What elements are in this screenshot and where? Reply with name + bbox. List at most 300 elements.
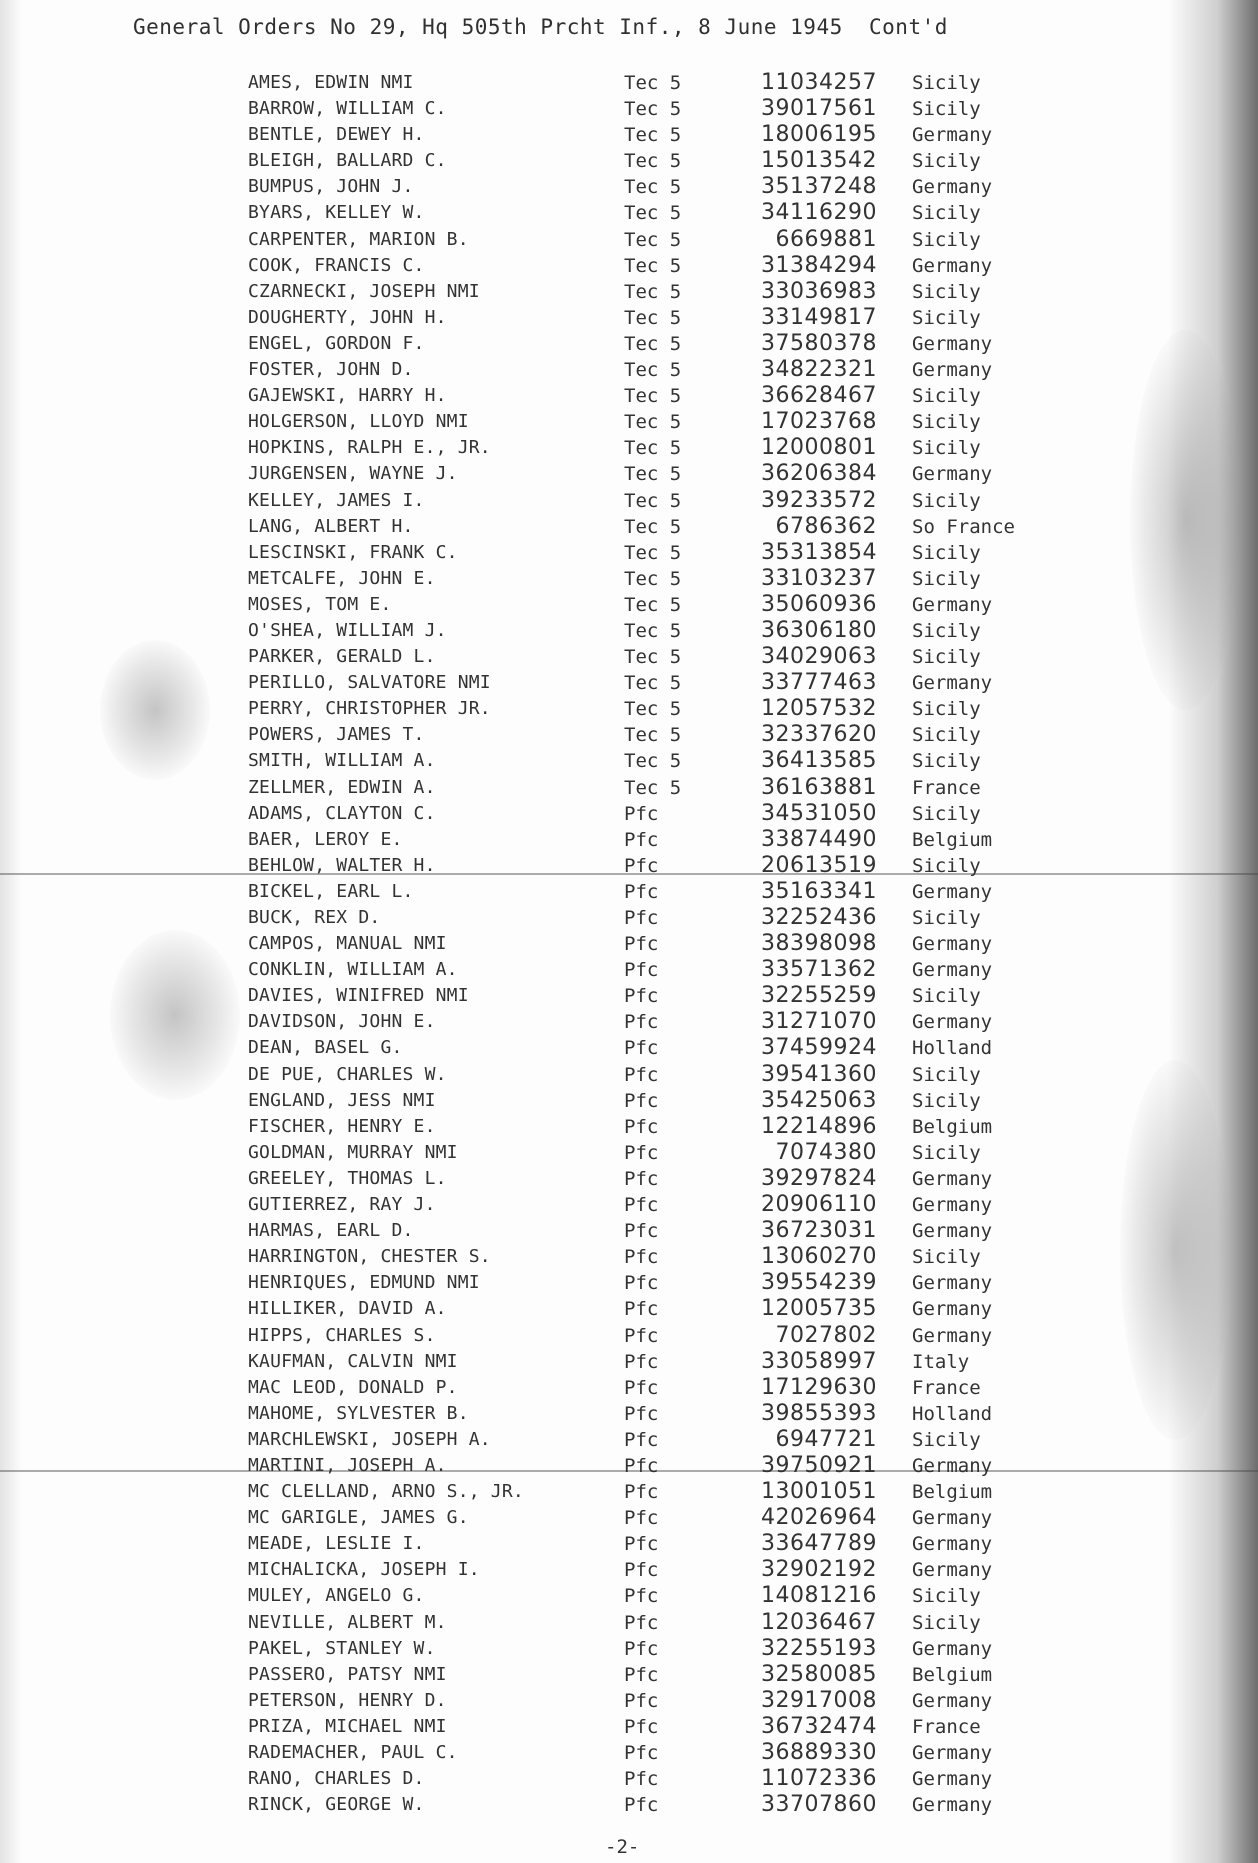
soldier-name: MARTINI, JOSEPH A. bbox=[248, 1454, 447, 1476]
serial-number: 18006195 bbox=[761, 122, 877, 148]
campaign-place: Sicily bbox=[912, 802, 981, 825]
campaign-place: Belgium bbox=[912, 828, 993, 851]
campaign-place: Sicily bbox=[912, 202, 981, 225]
soldier-rank: Pfc bbox=[624, 1141, 659, 1164]
soldier-rank: Tec 5 bbox=[624, 463, 682, 486]
soldier-rank: Pfc bbox=[624, 933, 659, 956]
campaign-place: Sicily bbox=[912, 1428, 981, 1451]
roster-row bbox=[0, 435, 1258, 461]
soldier-rank: Tec 5 bbox=[624, 619, 682, 642]
soldier-rank: Tec 5 bbox=[624, 567, 682, 590]
roster-row bbox=[0, 957, 1258, 983]
serial-number: 39541360 bbox=[761, 1061, 877, 1087]
serial-number: 32580085 bbox=[761, 1661, 877, 1687]
soldier-name: PERRY, CHRISTOPHER JR. bbox=[248, 698, 491, 720]
roster-row bbox=[0, 70, 1258, 96]
campaign-place: Belgium bbox=[912, 1481, 993, 1504]
serial-number: 37459924 bbox=[761, 1035, 877, 1061]
roster-row bbox=[0, 1296, 1258, 1322]
campaign-place: Sicily bbox=[912, 411, 981, 434]
serial-number: 32902192 bbox=[761, 1557, 877, 1583]
roster-row bbox=[0, 1349, 1258, 1375]
soldier-rank: Pfc bbox=[624, 1246, 659, 1269]
campaign-place: Germany bbox=[912, 1689, 993, 1712]
serial-number: 12036467 bbox=[761, 1609, 877, 1635]
soldier-rank: Tec 5 bbox=[624, 72, 682, 94]
campaign-place: Germany bbox=[912, 959, 993, 982]
soldier-rank: Tec 5 bbox=[624, 306, 682, 329]
roster-row bbox=[0, 696, 1258, 722]
soldier-rank: Pfc bbox=[624, 1637, 659, 1660]
serial-number: 33058997 bbox=[761, 1348, 877, 1374]
serial-number: 12000801 bbox=[761, 435, 877, 461]
soldier-rank: Pfc bbox=[624, 1350, 659, 1373]
campaign-place: Germany bbox=[912, 1272, 993, 1295]
soldier-rank: Pfc bbox=[624, 1742, 659, 1764]
soldier-name: FOSTER, JOHN D. bbox=[248, 359, 414, 381]
campaign-place: Sicily bbox=[912, 1585, 981, 1608]
roster-row bbox=[0, 1166, 1258, 1192]
roster-row bbox=[0, 1009, 1258, 1035]
campaign-place: Germany bbox=[912, 1742, 993, 1764]
soldier-rank: Pfc bbox=[624, 1402, 659, 1425]
roster-row bbox=[0, 1427, 1258, 1453]
soldier-name: SMITH, WILLIAM A. bbox=[248, 750, 436, 772]
serial-number: 7074380 bbox=[775, 1139, 877, 1165]
serial-number: 33036983 bbox=[761, 278, 877, 304]
roster-row bbox=[0, 96, 1258, 122]
campaign-place: Germany bbox=[912, 1324, 993, 1347]
soldier-name: BAER, LEROY E. bbox=[248, 828, 403, 850]
soldier-rank: Tec 5 bbox=[624, 176, 682, 199]
serial-number: 36889330 bbox=[761, 1740, 877, 1765]
roster-row bbox=[0, 1062, 1258, 1088]
roster-list bbox=[0, 70, 1258, 1818]
soldier-rank: Tec 5 bbox=[624, 280, 682, 303]
serial-number: 42026964 bbox=[761, 1505, 877, 1531]
soldier-name: CONKLIN, WILLIAM A. bbox=[248, 959, 458, 981]
soldier-name: PERILLO, SALVATORE NMI bbox=[248, 672, 491, 694]
campaign-place: So France bbox=[912, 515, 1015, 538]
serial-number: 13001051 bbox=[761, 1479, 877, 1505]
soldier-rank: Pfc bbox=[624, 1794, 659, 1817]
soldier-rank: Tec 5 bbox=[624, 332, 682, 355]
campaign-place: Germany bbox=[912, 672, 993, 695]
soldier-name: FISCHER, HENRY E. bbox=[248, 1115, 436, 1137]
soldier-name: BICKEL, EARL L. bbox=[248, 880, 414, 902]
serial-number: 36413585 bbox=[761, 748, 877, 774]
soldier-rank: Pfc bbox=[624, 907, 659, 929]
soldier-rank: Pfc bbox=[624, 959, 659, 982]
soldier-name: MC CLELLAND, ARNO S., JR. bbox=[248, 1481, 524, 1503]
campaign-place: Sicily bbox=[912, 228, 981, 251]
campaign-place: Sicily bbox=[912, 854, 981, 877]
soldier-name: PAKEL, STANLEY W. bbox=[248, 1637, 436, 1659]
soldier-rank: Pfc bbox=[624, 1481, 659, 1504]
campaign-place: Germany bbox=[912, 359, 993, 382]
soldier-name: KAUFMAN, CALVIN NMI bbox=[248, 1350, 458, 1372]
soldier-name: BLEIGH, BALLARD C. bbox=[248, 150, 447, 172]
soldier-rank: Pfc bbox=[624, 1454, 659, 1477]
roster-row bbox=[0, 1531, 1258, 1557]
serial-number: 32917008 bbox=[761, 1687, 877, 1713]
page-number: -2- bbox=[605, 1836, 640, 1858]
campaign-place: Germany bbox=[912, 1011, 993, 1034]
soldier-rank: Pfc bbox=[624, 1559, 659, 1582]
roster-row bbox=[0, 1114, 1258, 1140]
campaign-place: Germany bbox=[912, 1220, 993, 1243]
soldier-name: BUMPUS, JOHN J. bbox=[248, 176, 414, 198]
soldier-name: MC GARIGLE, JAMES G. bbox=[248, 1507, 469, 1529]
soldier-rank: Pfc bbox=[624, 1611, 659, 1634]
soldier-name: O'SHEA, WILLIAM J. bbox=[248, 619, 447, 641]
soldier-rank: Pfc bbox=[624, 1376, 659, 1399]
campaign-place: Sicily bbox=[912, 1611, 981, 1634]
soldier-name: HARMAS, EARL D. bbox=[248, 1220, 414, 1242]
serial-number: 32255259 bbox=[761, 983, 877, 1009]
campaign-place: Sicily bbox=[912, 567, 981, 590]
soldier-rank: Pfc bbox=[624, 1298, 659, 1321]
soldier-name: RANO, CHARLES D. bbox=[248, 1768, 425, 1790]
roster-row bbox=[0, 775, 1258, 801]
campaign-place: Sicily bbox=[912, 1246, 981, 1269]
campaign-place: Germany bbox=[912, 1768, 993, 1791]
soldier-rank: Pfc bbox=[624, 1324, 659, 1347]
roster-row bbox=[0, 227, 1258, 253]
campaign-place: Germany bbox=[912, 176, 993, 199]
campaign-place: Germany bbox=[912, 1298, 993, 1321]
roster-row bbox=[0, 1453, 1258, 1479]
roster-row bbox=[0, 1740, 1258, 1766]
soldier-name: HILLIKER, DAVID A. bbox=[248, 1298, 447, 1320]
roster-row bbox=[0, 1401, 1258, 1427]
soldier-rank: Pfc bbox=[624, 985, 659, 1008]
roster-row bbox=[0, 905, 1258, 931]
serial-number: 6669881 bbox=[775, 226, 877, 252]
roster-row bbox=[0, 1323, 1258, 1349]
serial-number: 6786362 bbox=[775, 513, 877, 539]
soldier-rank: Pfc bbox=[624, 1272, 659, 1295]
soldier-rank: Pfc bbox=[624, 1663, 659, 1686]
soldier-name: ENGLAND, JESS NMI bbox=[248, 1089, 436, 1111]
serial-number: 36163881 bbox=[761, 774, 877, 800]
serial-number: 36732474 bbox=[761, 1713, 877, 1739]
soldier-rank: Pfc bbox=[624, 1194, 659, 1217]
serial-number: 14081216 bbox=[761, 1583, 877, 1609]
soldier-name: DEAN, BASEL G. bbox=[248, 1037, 403, 1059]
serial-number: 39855393 bbox=[761, 1400, 877, 1426]
roster-row bbox=[0, 1244, 1258, 1270]
roster-row bbox=[0, 670, 1258, 696]
soldier-rank: Pfc bbox=[624, 1533, 659, 1556]
campaign-place: Germany bbox=[912, 1637, 993, 1660]
serial-number: 12214896 bbox=[761, 1113, 877, 1139]
soldier-rank: Tec 5 bbox=[624, 437, 682, 460]
soldier-name: HENRIQUES, EDMUND NMI bbox=[248, 1272, 480, 1294]
serial-number: 32252436 bbox=[761, 905, 877, 930]
soldier-name: PRIZA, MICHAEL NMI bbox=[248, 1715, 447, 1737]
soldier-rank: Pfc bbox=[624, 1507, 659, 1530]
roster-row bbox=[0, 461, 1258, 487]
soldier-rank: Tec 5 bbox=[624, 254, 682, 277]
soldier-name: HARRINGTON, CHESTER S. bbox=[248, 1246, 491, 1268]
serial-number: 36723031 bbox=[761, 1218, 877, 1244]
soldier-name: HOLGERSON, LLOYD NMI bbox=[248, 411, 469, 433]
serial-number: 7027802 bbox=[775, 1322, 877, 1348]
serial-number: 31384294 bbox=[761, 252, 877, 278]
campaign-place: Germany bbox=[912, 254, 993, 277]
serial-number: 12057532 bbox=[761, 696, 877, 722]
soldier-name: LANG, ALBERT H. bbox=[248, 515, 414, 537]
serial-number: 32255193 bbox=[761, 1635, 877, 1661]
roster-row bbox=[0, 174, 1258, 200]
serial-number: 35163341 bbox=[761, 878, 877, 904]
soldier-name: RADEMACHER, PAUL C. bbox=[248, 1742, 458, 1763]
campaign-place: Sicily bbox=[912, 306, 981, 329]
serial-number: 20906110 bbox=[761, 1192, 877, 1218]
soldier-rank: Pfc bbox=[624, 854, 659, 877]
serial-number: 35137248 bbox=[761, 174, 877, 200]
soldier-name: RINCK, GEORGE W. bbox=[248, 1794, 425, 1816]
soldier-rank: Tec 5 bbox=[624, 359, 682, 382]
soldier-name: CZARNECKI, JOSEPH NMI bbox=[248, 280, 480, 302]
campaign-place: Sicily bbox=[912, 150, 981, 173]
soldier-name: BEHLOW, WALTER H. bbox=[248, 854, 436, 876]
campaign-place: Germany bbox=[912, 1533, 993, 1556]
serial-number: 33149817 bbox=[761, 304, 877, 330]
campaign-place: France bbox=[912, 1376, 981, 1399]
soldier-rank: Pfc bbox=[624, 1011, 659, 1034]
serial-number: 12005735 bbox=[761, 1296, 877, 1322]
serial-number: 38398098 bbox=[761, 931, 877, 957]
campaign-place: Sicily bbox=[912, 385, 981, 408]
roster-row bbox=[0, 853, 1258, 879]
campaign-place: Germany bbox=[912, 1167, 993, 1190]
campaign-place: Sicily bbox=[912, 750, 981, 773]
serial-number: 11072336 bbox=[761, 1766, 877, 1792]
soldier-name: KELLEY, JAMES I. bbox=[248, 489, 425, 511]
campaign-place: Sicily bbox=[912, 280, 981, 303]
campaign-place: Sicily bbox=[912, 541, 981, 564]
serial-number: 36206384 bbox=[761, 461, 877, 487]
soldier-rank: Tec 5 bbox=[624, 124, 682, 147]
serial-number: 39554239 bbox=[761, 1270, 877, 1296]
roster-row bbox=[0, 983, 1258, 1009]
serial-number: 37580378 bbox=[761, 330, 877, 356]
serial-number: 20613519 bbox=[761, 852, 877, 878]
soldier-name: DE PUE, CHARLES W. bbox=[248, 1063, 447, 1085]
serial-number: 33103237 bbox=[761, 565, 877, 591]
soldier-name: MULEY, ANGELO G. bbox=[248, 1585, 425, 1607]
serial-number: 39017561 bbox=[761, 96, 877, 122]
campaign-place: Germany bbox=[912, 463, 993, 486]
soldier-rank: Pfc bbox=[624, 1063, 659, 1086]
campaign-place: Sicily bbox=[912, 907, 981, 929]
soldier-name: POWERS, JAMES T. bbox=[248, 724, 425, 746]
roster-row bbox=[0, 331, 1258, 357]
roster-row bbox=[0, 148, 1258, 174]
roster-row bbox=[0, 1479, 1258, 1505]
roster-row bbox=[0, 748, 1258, 774]
soldier-name: ADAMS, CLAYTON C. bbox=[248, 802, 436, 824]
roster-row bbox=[0, 253, 1258, 279]
soldier-rank: Tec 5 bbox=[624, 411, 682, 434]
soldier-rank: Tec 5 bbox=[624, 776, 682, 799]
roster-row bbox=[0, 122, 1258, 148]
roster-row bbox=[0, 357, 1258, 383]
serial-number: 17129630 bbox=[761, 1374, 877, 1400]
serial-number: 34531050 bbox=[761, 800, 877, 826]
roster-row bbox=[0, 1792, 1258, 1818]
roster-row bbox=[0, 1610, 1258, 1636]
soldier-name: AMES, EDWIN NMI bbox=[248, 72, 414, 93]
soldier-rank: Pfc bbox=[624, 1089, 659, 1112]
serial-number: 39297824 bbox=[761, 1165, 877, 1191]
soldier-rank: Pfc bbox=[624, 1220, 659, 1243]
campaign-place: Sicily bbox=[912, 437, 981, 460]
roster-row bbox=[0, 1375, 1258, 1401]
roster-row bbox=[0, 1270, 1258, 1296]
roster-row bbox=[0, 305, 1258, 331]
roster-row bbox=[0, 566, 1258, 592]
soldier-rank: Tec 5 bbox=[624, 698, 682, 721]
soldier-name: MICHALICKA, JOSEPH I. bbox=[248, 1559, 480, 1581]
serial-number: 39233572 bbox=[761, 487, 877, 513]
soldier-rank: Tec 5 bbox=[624, 541, 682, 564]
campaign-place: Germany bbox=[912, 1507, 993, 1530]
campaign-place: Sicily bbox=[912, 489, 981, 512]
campaign-place: Italy bbox=[912, 1350, 970, 1373]
campaign-place: Holland bbox=[912, 1037, 993, 1060]
soldier-name: COOK, FRANCIS C. bbox=[248, 254, 425, 276]
campaign-place: Sicily bbox=[912, 1141, 981, 1164]
soldier-rank: Tec 5 bbox=[624, 150, 682, 173]
campaign-place: Sicily bbox=[912, 724, 981, 747]
soldier-name: HIPPS, CHARLES S. bbox=[248, 1324, 436, 1346]
serial-number: 6947721 bbox=[775, 1426, 877, 1452]
soldier-rank: Tec 5 bbox=[624, 489, 682, 512]
serial-number: 33874490 bbox=[761, 826, 877, 852]
soldier-name: PASSERO, PATSY NMI bbox=[248, 1663, 447, 1685]
campaign-place: Sicily bbox=[912, 72, 981, 94]
campaign-place: Holland bbox=[912, 1402, 993, 1425]
campaign-place: Germany bbox=[912, 593, 993, 616]
soldier-rank: Pfc bbox=[624, 1768, 659, 1791]
soldier-rank: Tec 5 bbox=[624, 228, 682, 251]
soldier-rank: Tec 5 bbox=[624, 202, 682, 225]
soldier-rank: Pfc bbox=[624, 1715, 659, 1738]
soldier-rank: Pfc bbox=[624, 1115, 659, 1138]
soldier-name: METCALFE, JOHN E. bbox=[248, 567, 436, 589]
roster-row bbox=[0, 722, 1258, 748]
serial-number: 33707860 bbox=[761, 1792, 877, 1818]
soldier-name: GAJEWSKI, HARRY H. bbox=[248, 385, 447, 407]
soldier-name: LESCINSKI, FRANK C. bbox=[248, 541, 458, 563]
campaign-place: Sicily bbox=[912, 98, 981, 121]
soldier-name: NEVILLE, ALBERT M. bbox=[248, 1611, 447, 1633]
roster-row bbox=[0, 1035, 1258, 1061]
soldier-rank: Pfc bbox=[624, 1689, 659, 1712]
soldier-name: PETERSON, HENRY D. bbox=[248, 1689, 447, 1711]
campaign-place: Germany bbox=[912, 124, 993, 147]
campaign-place: Sicily bbox=[912, 646, 981, 669]
serial-number: 33777463 bbox=[761, 670, 877, 696]
soldier-name: HOPKINS, RALPH E., JR. bbox=[248, 437, 491, 459]
soldier-name: MAC LEOD, DONALD P. bbox=[248, 1376, 458, 1398]
roster-row bbox=[0, 644, 1258, 670]
serial-number: 35060936 bbox=[761, 591, 877, 617]
campaign-place: France bbox=[912, 1715, 981, 1738]
campaign-place: Germany bbox=[912, 933, 993, 956]
roster-row bbox=[0, 383, 1258, 409]
soldier-rank: Pfc bbox=[624, 1585, 659, 1608]
soldier-rank: Pfc bbox=[624, 1428, 659, 1451]
soldier-rank: Tec 5 bbox=[624, 646, 682, 669]
soldier-rank: Tec 5 bbox=[624, 515, 682, 538]
campaign-place: Germany bbox=[912, 1194, 993, 1217]
roster-row bbox=[0, 592, 1258, 618]
serial-number: 36628467 bbox=[761, 383, 877, 409]
roster-row bbox=[0, 1218, 1258, 1244]
soldier-name: BYARS, KELLEY W. bbox=[248, 202, 425, 224]
soldier-name: GOLDMAN, MURRAY NMI bbox=[248, 1141, 458, 1163]
soldier-name: DOUGHERTY, JOHN H. bbox=[248, 306, 447, 328]
roster-row bbox=[0, 1688, 1258, 1714]
campaign-place: Germany bbox=[912, 1794, 993, 1817]
roster-row bbox=[0, 1140, 1258, 1166]
campaign-place: Germany bbox=[912, 332, 993, 355]
soldier-rank: Tec 5 bbox=[624, 385, 682, 408]
soldier-rank: Pfc bbox=[624, 1167, 659, 1190]
roster-row bbox=[0, 1636, 1258, 1662]
soldier-name: MARCHLEWSKI, JOSEPH A. bbox=[248, 1428, 491, 1450]
soldier-name: JURGENSEN, WAYNE J. bbox=[248, 463, 458, 485]
serial-number: 35425063 bbox=[761, 1087, 877, 1113]
soldier-name: MEADE, LESLIE I. bbox=[248, 1533, 425, 1555]
soldier-name: DAVIES, WINIFRED NMI bbox=[248, 985, 469, 1007]
soldier-name: BUCK, REX D. bbox=[248, 907, 381, 928]
campaign-place: Sicily bbox=[912, 1089, 981, 1112]
campaign-place: Sicily bbox=[912, 1063, 981, 1086]
serial-number: 34116290 bbox=[761, 200, 877, 226]
campaign-place: Germany bbox=[912, 880, 993, 903]
soldier-name: BARROW, WILLIAM C. bbox=[248, 98, 447, 120]
soldier-rank: Pfc bbox=[624, 880, 659, 903]
serial-number: 34029063 bbox=[761, 644, 877, 670]
soldier-name: MOSES, TOM E. bbox=[248, 593, 392, 615]
roster-row bbox=[0, 1662, 1258, 1688]
serial-number: 32337620 bbox=[761, 722, 877, 748]
soldier-name: CAMPOS, MANUAL NMI bbox=[248, 933, 447, 955]
soldier-rank: Tec 5 bbox=[624, 98, 682, 121]
serial-number: 31271070 bbox=[761, 1009, 877, 1035]
soldier-name: ENGEL, GORDON F. bbox=[248, 332, 425, 354]
roster-row bbox=[0, 931, 1258, 957]
roster-row bbox=[0, 1583, 1258, 1609]
soldier-rank: Tec 5 bbox=[624, 593, 682, 616]
roster-row bbox=[0, 514, 1258, 540]
roster-row bbox=[0, 488, 1258, 514]
document-header: General Orders No 29, Hq 505th Prcht Inf., 8 June 1945 Cont'd bbox=[133, 15, 948, 39]
campaign-place: Sicily bbox=[912, 985, 981, 1008]
soldier-rank: Tec 5 bbox=[624, 672, 682, 695]
roster-row bbox=[0, 801, 1258, 827]
soldier-rank: Pfc bbox=[624, 1037, 659, 1060]
soldier-rank: Pfc bbox=[624, 828, 659, 851]
soldier-name: BENTLE, DEWEY H. bbox=[248, 124, 425, 146]
campaign-place: France bbox=[912, 776, 981, 799]
campaign-place: Sicily bbox=[912, 619, 981, 642]
